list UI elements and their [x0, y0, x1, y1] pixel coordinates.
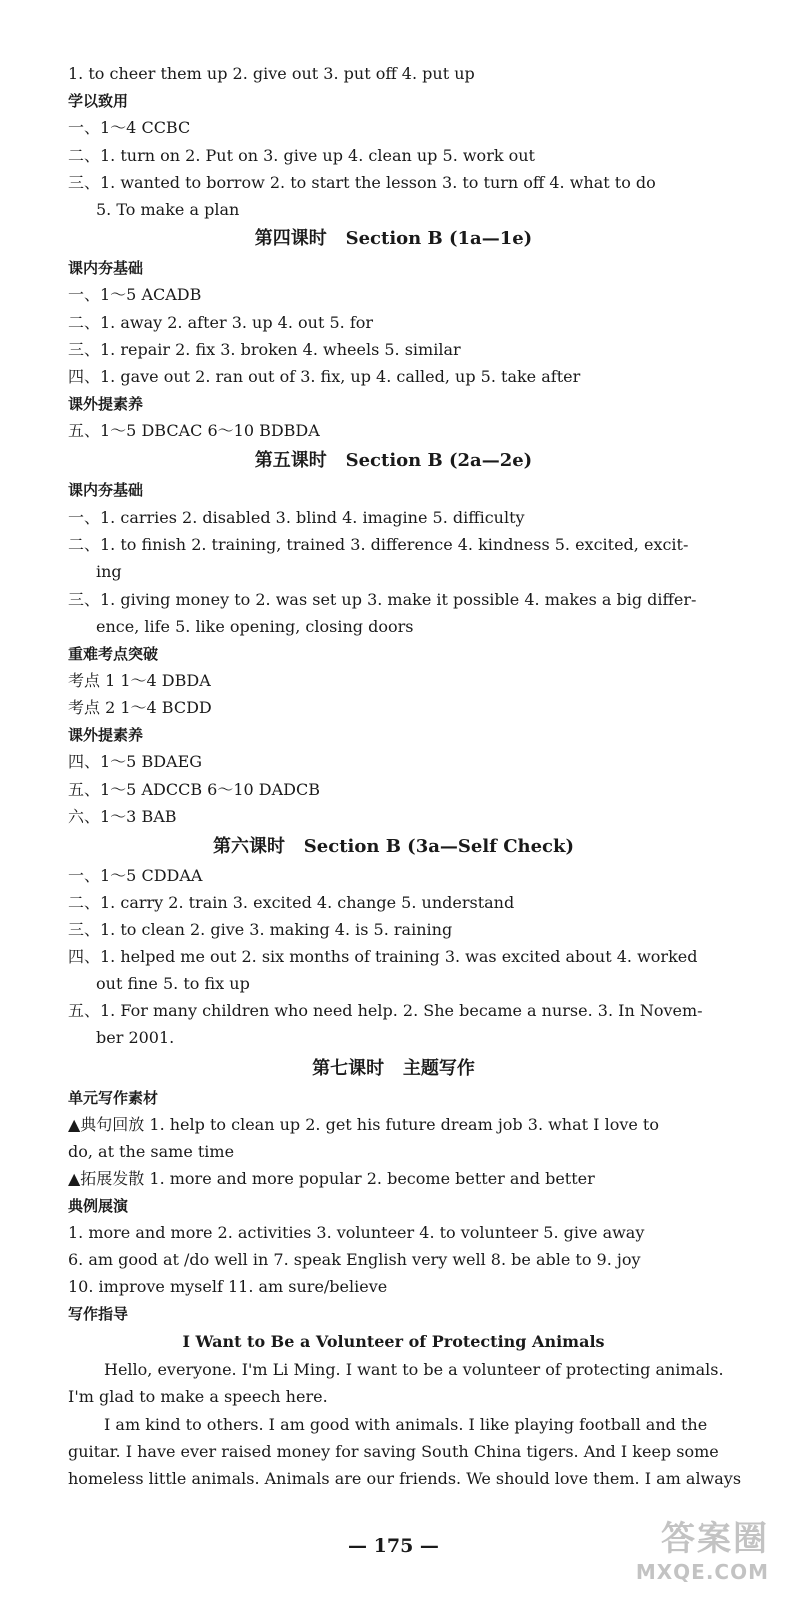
- section-heading: 学以致用: [68, 92, 129, 110]
- essay-line: guitar. I have ever raised money for saving South China tigers. And I keep some: [68, 1442, 719, 1461]
- section-heading: 写作指导: [68, 1305, 129, 1323]
- text-line: 10. improve myself 11. am sure/believe: [68, 1277, 388, 1296]
- text-line: 四、1. gave out 2. ran out of 3. fix, up 4. called, up 5. take after: [68, 367, 581, 386]
- lesson-title-sub: 主题写作: [402, 1058, 475, 1079]
- essay-line: homeless little animals. Animals are our friends. We should love them. I am always: [68, 1469, 742, 1488]
- text-line: 三、1. to clean 2. give 3. making 4. is 5. raining: [68, 920, 453, 939]
- lesson-title-en: Section B (3a—Self Check): [303, 836, 575, 857]
- section-heading: 课外提素养: [68, 726, 144, 744]
- lesson-title-en: Section B (1a—1e): [345, 228, 533, 249]
- text-line: 三、1. wanted to borrow 2. to start the lesson 3. to turn off 4. what to do: [68, 173, 656, 192]
- section-heading: 典例展演: [68, 1197, 129, 1215]
- lesson-title: [0, 226, 787, 252]
- text-line: 六、1～3 BAB: [68, 807, 177, 826]
- section-heading: 课内夯基础: [68, 259, 144, 277]
- text-line: 二、1. to finish 2. training, trained 3. difference 4. kindness 5. excited, excit-: [68, 535, 689, 554]
- text-line: 5. To make a plan: [96, 200, 240, 219]
- text-line: 二、1. turn on 2. Put on 3. give up 4. clean up 5. work out: [68, 146, 535, 165]
- section-heading: 课外提素养: [68, 395, 144, 413]
- page-number: — 175 —: [348, 1535, 439, 1557]
- watermark-logo-text: 答案圈: [661, 1519, 769, 1559]
- essay-title: I Want to Be a Volunteer of Protecting Animals: [182, 1332, 605, 1351]
- lesson-title: [0, 1056, 787, 1082]
- text-line: 一、1～5 ACADB: [68, 285, 202, 304]
- watermark-url: MXQE.COM: [635, 1560, 769, 1584]
- text-line: 考点 1 1～4 DBDA: [68, 671, 211, 690]
- text-line: 三、1. repair 2. fix 3. broken 4. wheels 5. similar: [68, 340, 461, 359]
- essay-line: Hello, everyone. I'm Li Ming. I want to be a volunteer of protecting animals.: [104, 1360, 724, 1379]
- lesson-title-cn: 第四课时: [254, 228, 327, 249]
- section-heading: 单元写作素材: [68, 1089, 159, 1107]
- watermark: [636, 1511, 769, 1584]
- essay-line: I'm glad to make a speech here.: [68, 1387, 328, 1406]
- text-line: ▲拓展发散 1. more and more popular 2. become better and better: [68, 1169, 595, 1188]
- text-line: 五、1. For many children who need help. 2. She became a nurse. 3. In Novem-: [68, 1001, 703, 1020]
- section-heading: 重难考点突破: [68, 645, 159, 663]
- essay-line: I am kind to others. I am good with animals. I like playing football and the: [104, 1415, 708, 1434]
- text-line: ber 2001.: [96, 1028, 175, 1047]
- lesson-title-cn: 第七课时: [312, 1058, 385, 1079]
- text-line: 1. to cheer them up 2. give out 3. put off 4. put up: [68, 64, 475, 83]
- lesson-title-cn: 第六课时: [212, 836, 285, 857]
- lesson-title-cn: 第五课时: [254, 450, 327, 471]
- lesson-title-en: Section B (2a—2e): [345, 450, 533, 471]
- text-line: do, at the same time: [68, 1142, 235, 1161]
- text-line: 四、1. helped me out 2. six months of training 3. was excited about 4. worked: [68, 947, 698, 966]
- text-line: 四、1～5 BDAEG: [68, 752, 203, 771]
- text-line: 考点 2 1～4 BCDD: [68, 698, 212, 717]
- text-line: ing: [96, 562, 122, 581]
- lesson-title: [0, 448, 787, 474]
- text-line: 6. am good at /do well in 7. speak English very well 8. be able to 9. joy: [68, 1250, 641, 1269]
- text-line: 三、1. giving money to 2. was set up 3. make it possible 4. makes a big differ-: [68, 590, 697, 609]
- text-line: 五、1～5 DBCAC 6～10 BDBDA: [68, 421, 320, 440]
- lesson-title: [0, 834, 787, 860]
- text-line: 二、1. carry 2. train 3. excited 4. change 5. understand: [68, 893, 515, 912]
- section-heading: 课内夯基础: [68, 481, 144, 499]
- text-line: 一、1～5 CDDAA: [68, 866, 203, 885]
- text-line: 一、1～4 CCBC: [68, 118, 191, 137]
- text-line: 五、1～5 ADCCB 6～10 DADCB: [68, 780, 320, 799]
- text-line: ▲典句回放 1. help to clean up 2. get his future dream job 3. what I love to: [68, 1115, 659, 1134]
- text-line: ence, life 5. like opening, closing doors: [96, 617, 414, 636]
- text-line: 一、1. carries 2. disabled 3. blind 4. imagine 5. difficulty: [68, 508, 525, 527]
- text-line: out fine 5. to fix up: [96, 974, 250, 993]
- text-line: 1. more and more 2. activities 3. volunteer 4. to volunteer 5. give away: [68, 1223, 645, 1242]
- text-line: 二、1. away 2. after 3. up 4. out 5. for: [68, 313, 374, 332]
